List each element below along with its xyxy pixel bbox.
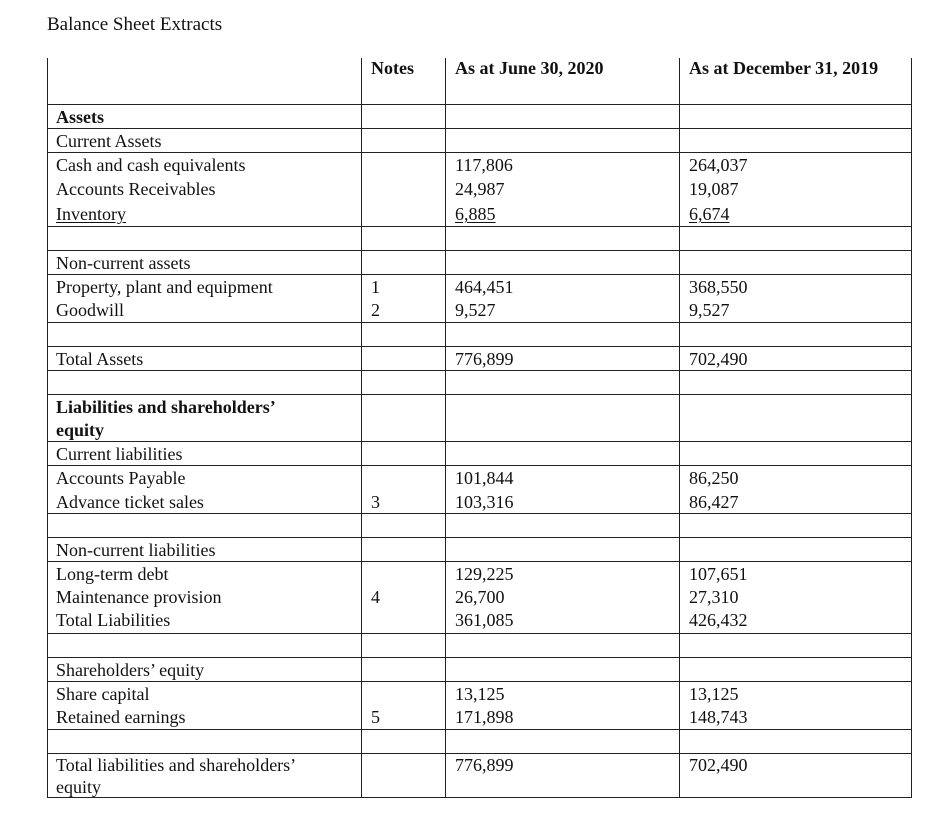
- value-receivables-june-2020: 24,987: [455, 179, 505, 199]
- value-cash-june-2020: 117,806: [455, 155, 513, 175]
- value-retained-june-2020: 171,898: [455, 707, 514, 727]
- value-ppe-june-2020: 464,451: [455, 277, 514, 297]
- value-goodwill-dec-2019: 9,527: [689, 300, 730, 320]
- row-divider: [47, 322, 912, 323]
- table-border-right: [911, 58, 912, 798]
- header-notes: Notes: [371, 58, 414, 78]
- section-heading-liabilities-equity-line1: Liabilities and shareholders’: [56, 397, 276, 417]
- row-divider: [47, 394, 912, 395]
- header-december-2019: As at December 31, 2019: [689, 58, 879, 78]
- value-maintenance-june-2020: 26,700: [455, 587, 505, 607]
- row-label-cash: Cash and cash equivalents: [56, 155, 246, 175]
- subheading-noncurrent-liabilities: Non-current liabilities: [56, 540, 216, 560]
- value-total-liabilities-june-2020: 361,085: [455, 610, 514, 630]
- header-divider: [47, 104, 912, 105]
- row-divider: [47, 226, 912, 227]
- row-divider: [47, 657, 912, 658]
- row-divider: [47, 465, 912, 466]
- table-border-left: [47, 58, 48, 798]
- row-divider: [47, 152, 912, 153]
- value-total-assets-june-2020: 776,899: [455, 349, 514, 369]
- value-payable-dec-2019: 86,250: [689, 468, 739, 488]
- row-divider: [47, 441, 912, 442]
- value-retained-dec-2019: 148,743: [689, 707, 748, 727]
- subheading-shareholders-equity: Shareholders’ equity: [56, 660, 205, 680]
- value-share-capital-dec-2019: 13,125: [689, 684, 739, 704]
- value-long-term-debt-june-2020: 129,225: [455, 564, 514, 584]
- value-inventory-june-2020: 6,885: [455, 204, 496, 224]
- row-label-advance-ticket-sales: Advance ticket sales: [56, 492, 204, 512]
- note-advance-ticket-sales: 3: [371, 492, 380, 512]
- note-retained-earnings: 5: [371, 707, 380, 727]
- value-long-term-debt-dec-2019: 107,651: [689, 564, 748, 584]
- value-share-capital-june-2020: 13,125: [455, 684, 505, 704]
- note-goodwill: 2: [371, 300, 380, 320]
- row-label-accounts-payable: Accounts Payable: [56, 468, 186, 488]
- row-label-share-capital: Share capital: [56, 684, 150, 704]
- row-divider: [47, 274, 912, 275]
- row-divider: [47, 370, 912, 371]
- row-divider: [47, 128, 912, 129]
- section-heading-liabilities-equity-line2: equity: [56, 420, 105, 440]
- value-inventory-dec-2019: 6,674: [689, 204, 730, 224]
- row-label-total-liabilities: Total Liabilities: [56, 610, 171, 630]
- row-divider: [47, 681, 912, 682]
- row-divider: [47, 729, 912, 730]
- value-payable-june-2020: 101,844: [455, 468, 514, 488]
- value-cash-dec-2019: 264,037: [689, 155, 748, 175]
- value-total-liab-equity-june-2020: 776,899: [455, 755, 514, 775]
- note-ppe: 1: [371, 277, 380, 297]
- value-advance-ticket-june-2020: 103,316: [455, 492, 514, 512]
- row-label-maintenance-provision: Maintenance provision: [56, 587, 222, 607]
- value-maintenance-dec-2019: 27,310: [689, 587, 739, 607]
- column-divider-december: [679, 58, 680, 798]
- subheading-current-liabilities: Current liabilities: [56, 444, 183, 464]
- row-label-total-liab-equity-line1: Total liabilities and shareholders’: [56, 755, 297, 775]
- value-ppe-dec-2019: 368,550: [689, 277, 748, 297]
- row-label-goodwill: Goodwill: [56, 300, 125, 320]
- row-label-ppe: Property, plant and equipment: [56, 277, 273, 297]
- row-label-receivables: Accounts Receivables: [56, 179, 216, 199]
- row-divider: [47, 346, 912, 347]
- row-label-long-term-debt: Long-term debt: [56, 564, 169, 584]
- page-title: Balance Sheet Extracts: [47, 14, 223, 35]
- header-june-2020: As at June 30, 2020: [455, 58, 604, 78]
- row-divider: [47, 561, 912, 562]
- value-receivables-dec-2019: 19,087: [689, 179, 739, 199]
- value-total-liabilities-dec-2019: 426,432: [689, 610, 748, 630]
- row-label-total-liab-equity-line2: equity: [56, 777, 101, 797]
- column-divider-notes: [361, 58, 362, 798]
- row-label-inventory: Inventory: [56, 204, 126, 224]
- row-divider: [47, 513, 912, 514]
- table-border-bottom: [47, 797, 912, 798]
- column-divider-june: [445, 58, 446, 798]
- value-advance-ticket-dec-2019: 86,427: [689, 492, 739, 512]
- row-label-total-assets: Total Assets: [56, 349, 144, 369]
- subheading-current-assets: Current Assets: [56, 131, 162, 151]
- row-divider: [47, 633, 912, 634]
- section-heading-assets: Assets: [56, 107, 104, 127]
- note-maintenance-provision: 4: [371, 587, 380, 607]
- row-label-retained-earnings: Retained earnings: [56, 707, 186, 727]
- value-total-assets-dec-2019: 702,490: [689, 349, 748, 369]
- value-total-liab-equity-dec-2019: 702,490: [689, 755, 748, 775]
- value-goodwill-june-2020: 9,527: [455, 300, 496, 320]
- row-divider: [47, 250, 912, 251]
- subheading-noncurrent-assets: Non-current assets: [56, 253, 191, 273]
- row-divider: [47, 537, 912, 538]
